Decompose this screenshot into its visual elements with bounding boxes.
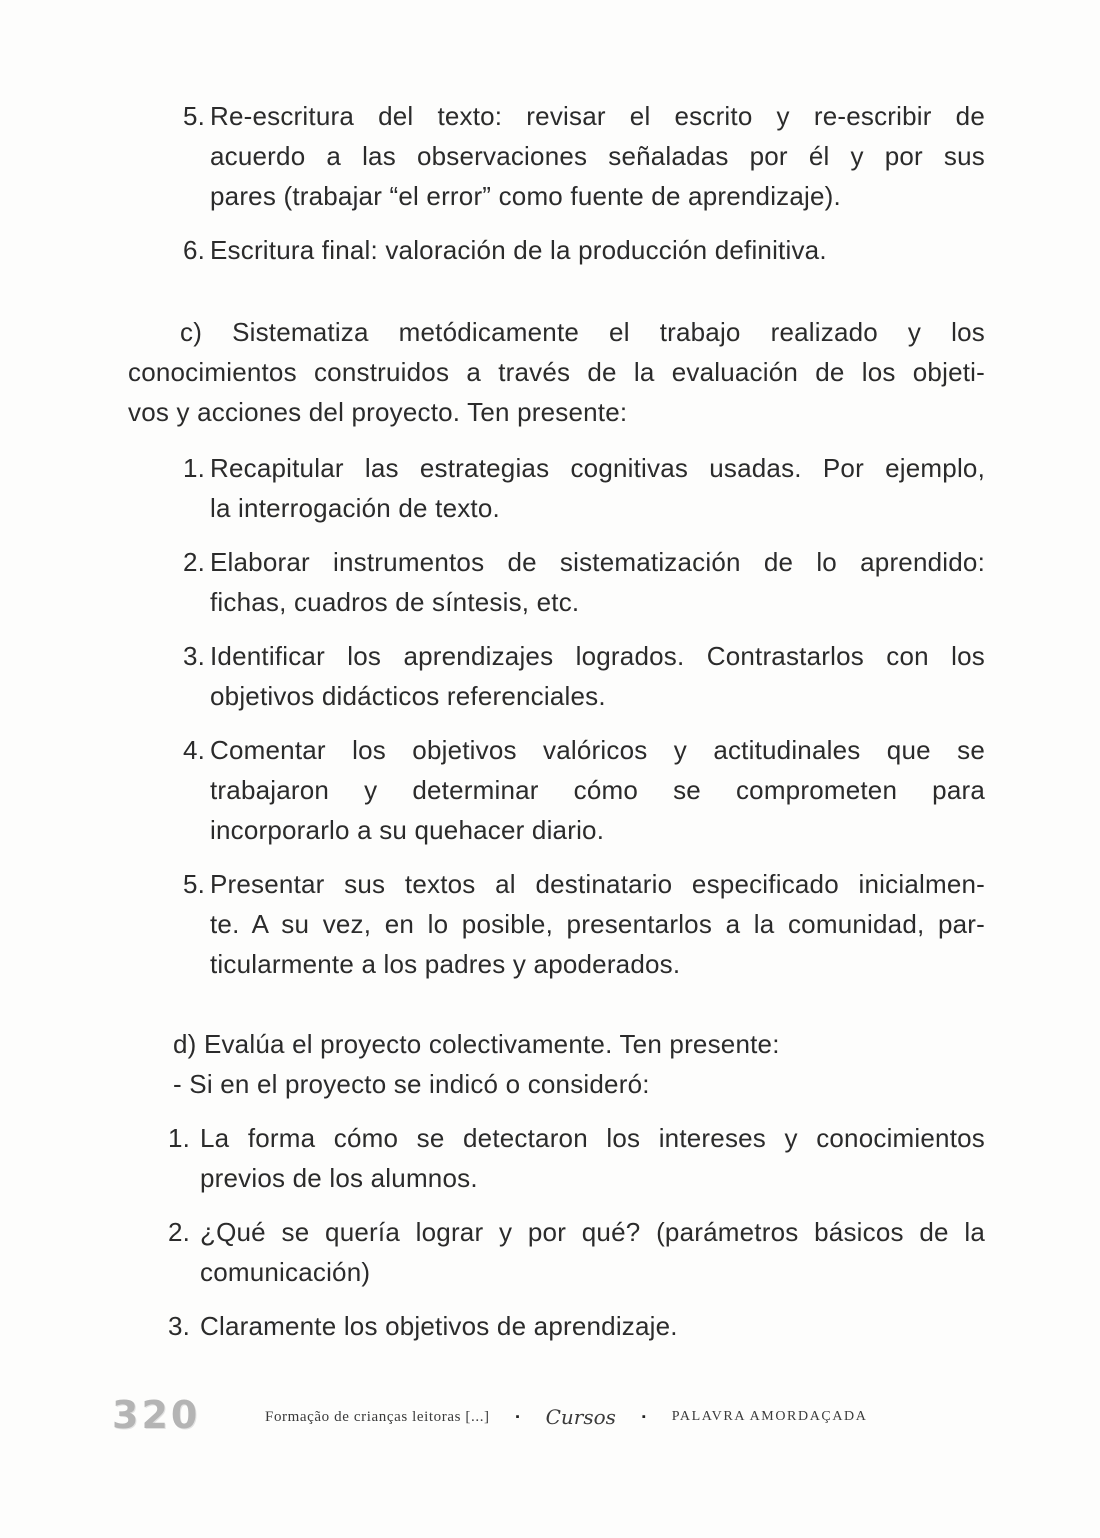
text-line: c) Sistematiza metódicamente el trabajo realizado y los	[180, 317, 985, 347]
list-item-number: 1.	[183, 453, 206, 483]
footer	[265, 1402, 867, 1432]
footer-series-name: Cursos	[545, 1405, 616, 1429]
list-item-number: 3.	[168, 1311, 191, 1341]
list-item	[128, 448, 985, 528]
footer-separator-icon: ▪	[515, 1410, 520, 1423]
page-body-text	[128, 96, 985, 1360]
text-line: te. A su vez, en lo posible, presentarlos a la comunidad, par-	[210, 909, 985, 939]
text-line: vos y acciones del proyecto. Ten presente:	[128, 397, 628, 427]
text-line: ticularmente a los padres y apoderados.	[210, 949, 681, 979]
text-line: La forma cómo se detectaron los intereses y conocimientos	[200, 1123, 985, 1153]
text-line: Escritura final: valoración de la producción definitiva.	[210, 235, 827, 265]
paragraph-d	[128, 1024, 985, 1104]
list-item	[128, 636, 985, 716]
list-d	[128, 1118, 985, 1346]
list-item	[128, 864, 985, 984]
list-item	[128, 1118, 985, 1198]
footer-publisher-name: PALAVRA AMORDAÇADA	[671, 1409, 868, 1424]
list-item-text	[210, 730, 985, 850]
list-item	[128, 96, 985, 216]
text-line: la interrogación de texto.	[210, 493, 500, 523]
list-c	[128, 448, 985, 984]
list-item-number: 1.	[168, 1123, 191, 1153]
text-line: conocimientos construidos a través de la evaluación de los objeti-	[128, 357, 985, 387]
list-item	[128, 1212, 985, 1292]
list-item-number: 2.	[183, 547, 206, 577]
list-item	[128, 1306, 985, 1346]
list-item-text	[200, 1306, 985, 1346]
text-line: Comentar los objetivos valóricos y actitudinales que se	[210, 735, 985, 765]
list-item-number: 4.	[183, 735, 206, 765]
text-line: trabajaron y determinar cómo se comprometen para	[210, 775, 985, 805]
text-line: - Si en el proyecto se indicó o consideró:	[173, 1069, 650, 1099]
footer-book-title: Formação de crianças leitoras [...]	[265, 1408, 490, 1425]
list-item-text	[210, 864, 985, 984]
text-line: Claramente los objetivos de aprendizaje.	[200, 1311, 678, 1341]
text-line: comunicación)	[200, 1257, 371, 1287]
text-line: previos de los alumnos.	[200, 1163, 478, 1193]
list-item-text	[210, 636, 985, 716]
list-item	[128, 230, 985, 270]
list-item-text	[210, 448, 985, 528]
text-line: ¿Qué se quería lograr y por qué? (parámetros básicos de la	[200, 1217, 985, 1247]
list-item-text	[200, 1212, 985, 1292]
list-item-text	[210, 96, 985, 216]
list-item	[128, 542, 985, 622]
text-line: Presentar sus textos al destinatario especificado inicialmen-	[210, 869, 985, 899]
list-item-number: 3.	[183, 641, 206, 671]
list-item-number: 5.	[183, 869, 206, 899]
list-item	[128, 730, 985, 850]
text-line: Identificar los aprendizajes logrados. Contrastarlos con los	[210, 641, 985, 671]
text-line: pares (trabajar “el error” como fuente de aprendizaje).	[210, 181, 841, 211]
list-item-text	[210, 230, 985, 270]
list-item-number: 6.	[183, 235, 206, 265]
text-line: objetivos didácticos referenciales.	[210, 681, 606, 711]
text-line: incorporarlo a su quehacer diario.	[210, 815, 605, 845]
list-item-number: 5.	[183, 101, 206, 131]
paragraph-c	[128, 312, 985, 432]
page-number: 320	[112, 1393, 201, 1437]
text-line: Re-escritura del texto: revisar el escrito y re-escribir de	[210, 101, 985, 131]
text-line: Recapitular las estrategias cognitivas usadas. Por ejemplo,	[210, 453, 985, 483]
text-line: d) Evalúa el proyecto colectivamente. Ten presente:	[173, 1029, 780, 1059]
text-line: fichas, cuadros de síntesis, etc.	[210, 587, 580, 617]
list-item-text	[200, 1118, 985, 1198]
text-line: Elaborar instrumentos de sistematización de lo aprendido:	[210, 547, 985, 577]
list-item-text	[210, 542, 985, 622]
list-item-number: 2.	[168, 1217, 191, 1247]
text-line: acuerdo a las observaciones señaladas por él y por sus	[210, 141, 985, 171]
footer-separator-icon: ▪	[641, 1410, 646, 1423]
